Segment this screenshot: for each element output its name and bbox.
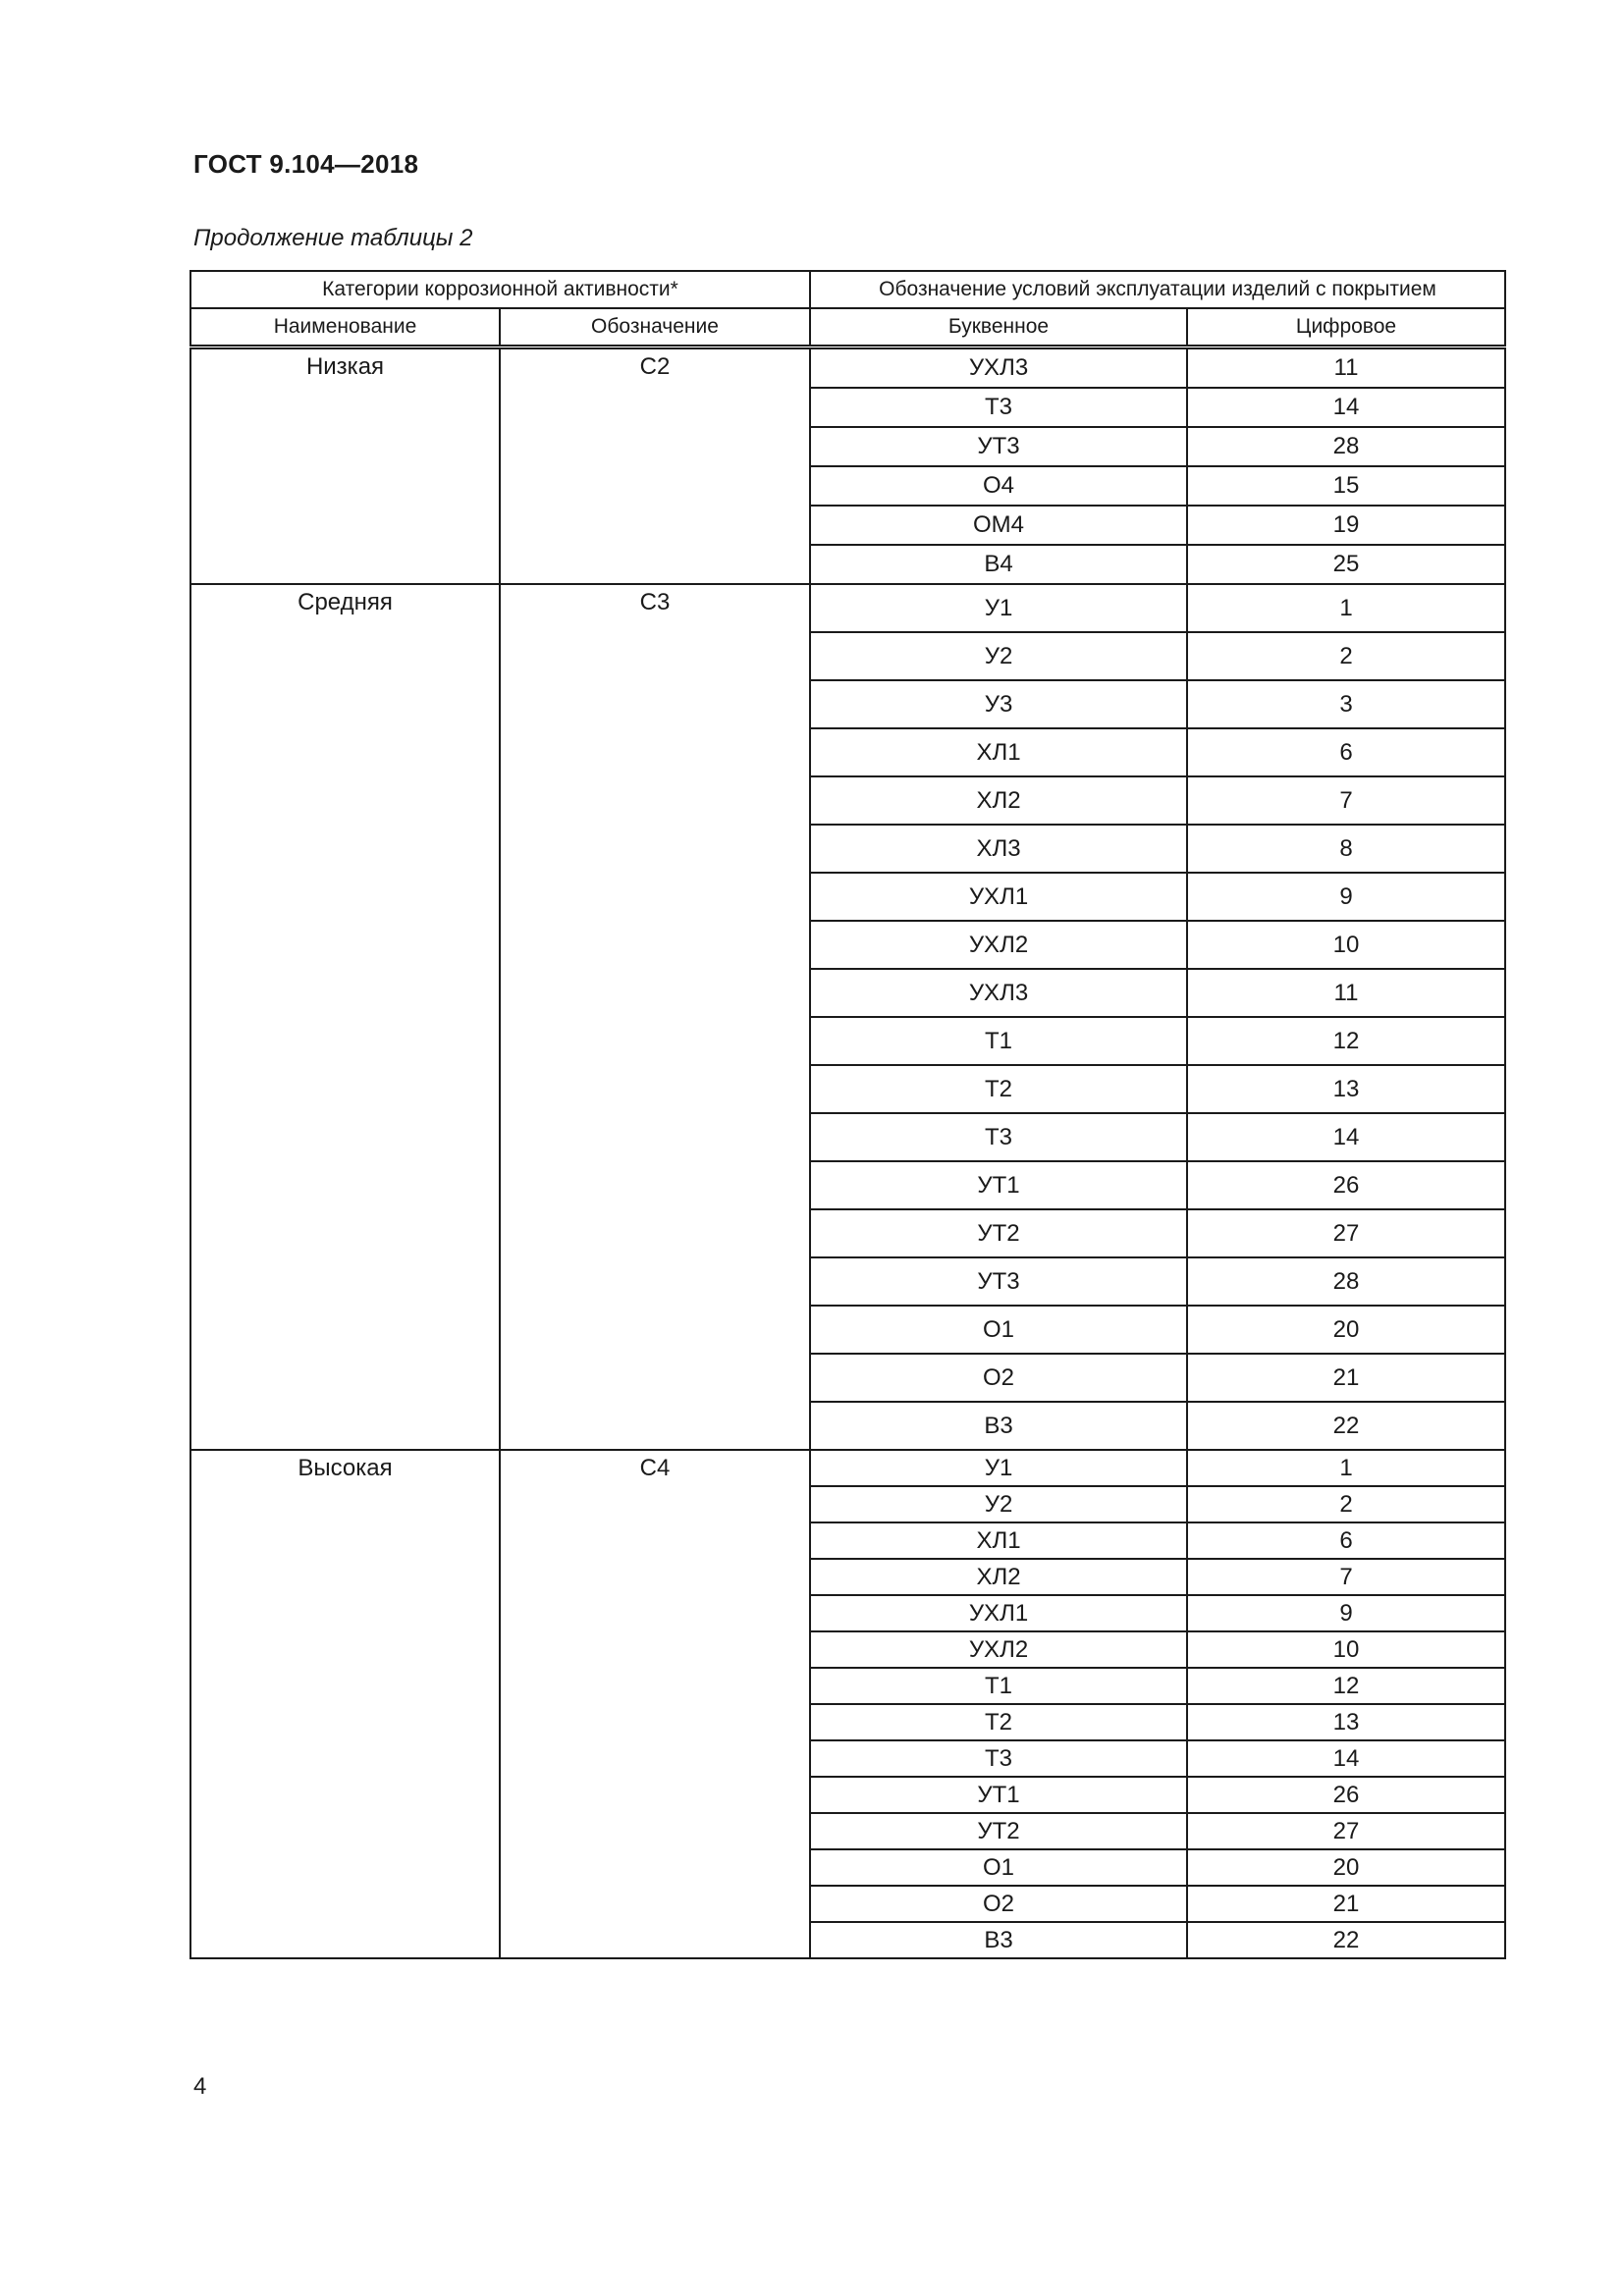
letter-designation-cell: ХЛ3 xyxy=(810,825,1187,873)
letter-designation-cell: У2 xyxy=(810,1486,1187,1522)
letter-designation-cell: О1 xyxy=(810,1306,1187,1354)
header-categories: Категории коррозионной активности* xyxy=(190,271,810,308)
digit-designation-cell: 9 xyxy=(1187,1595,1505,1631)
digit-designation-cell: 13 xyxy=(1187,1704,1505,1740)
table-row xyxy=(190,347,1505,389)
letter-designation-cell: Т3 xyxy=(810,388,1187,427)
letter-designation-cell: ХЛ1 xyxy=(810,728,1187,776)
letter-designation-cell: О2 xyxy=(810,1354,1187,1402)
digit-designation-cell: 7 xyxy=(1187,776,1505,825)
digit-designation-cell: 11 xyxy=(1187,969,1505,1017)
digit-designation-cell: 25 xyxy=(1187,545,1505,584)
digit-designation-cell: 14 xyxy=(1187,1740,1505,1777)
header-letter: Буквенное xyxy=(810,308,1187,347)
digit-designation-cell: 3 xyxy=(1187,680,1505,728)
letter-designation-cell: В3 xyxy=(810,1402,1187,1450)
table-row xyxy=(190,1450,1505,1486)
category-name-cell: Средняя xyxy=(190,584,500,1450)
letter-designation-cell: ХЛ2 xyxy=(810,776,1187,825)
letter-designation-cell: О4 xyxy=(810,466,1187,506)
category-name-cell: Низкая xyxy=(190,347,500,585)
letter-designation-cell: УХЛ3 xyxy=(810,347,1187,389)
digit-designation-cell: 22 xyxy=(1187,1402,1505,1450)
header-name: Наименование xyxy=(190,308,500,347)
digit-designation-cell: 26 xyxy=(1187,1777,1505,1813)
letter-designation-cell: УТ3 xyxy=(810,427,1187,466)
digit-designation-cell: 7 xyxy=(1187,1559,1505,1595)
digit-designation-cell: 1 xyxy=(1187,584,1505,632)
digit-designation-cell: 19 xyxy=(1187,506,1505,545)
digit-designation-cell: 28 xyxy=(1187,1257,1505,1306)
table-sub-header-row xyxy=(190,308,1505,347)
category-name-cell: Высокая xyxy=(190,1450,500,1958)
letter-designation-cell: В3 xyxy=(810,1922,1187,1958)
letter-designation-cell: УТ1 xyxy=(810,1777,1187,1813)
header-conditions: Обозначение условий эксплуатации изделий с покрытием xyxy=(810,271,1505,308)
page-number: 4 xyxy=(193,2073,207,2100)
letter-designation-cell: ХЛ1 xyxy=(810,1522,1187,1559)
digit-designation-cell: 14 xyxy=(1187,388,1505,427)
letter-designation-cell: У1 xyxy=(810,1450,1187,1486)
letter-designation-cell: Т1 xyxy=(810,1017,1187,1065)
letter-designation-cell: У1 xyxy=(810,584,1187,632)
letter-designation-cell: Т3 xyxy=(810,1113,1187,1161)
digit-designation-cell: 20 xyxy=(1187,1306,1505,1354)
digit-designation-cell: 12 xyxy=(1187,1017,1505,1065)
letter-designation-cell: У3 xyxy=(810,680,1187,728)
letter-designation-cell: УХЛ2 xyxy=(810,1631,1187,1668)
digit-designation-cell: 6 xyxy=(1187,728,1505,776)
letter-designation-cell: О2 xyxy=(810,1886,1187,1922)
letter-designation-cell: УХЛ2 xyxy=(810,921,1187,969)
digit-designation-cell: 13 xyxy=(1187,1065,1505,1113)
header-digit: Цифровое xyxy=(1187,308,1505,347)
letter-designation-cell: ОМ4 xyxy=(810,506,1187,545)
letter-designation-cell: УТ1 xyxy=(810,1161,1187,1209)
table-group-header-row xyxy=(190,271,1505,308)
digit-designation-cell: 9 xyxy=(1187,873,1505,921)
letter-designation-cell: Т3 xyxy=(810,1740,1187,1777)
digit-designation-cell: 10 xyxy=(1187,921,1505,969)
category-code-cell: С3 xyxy=(500,584,810,1450)
letter-designation-cell: УХЛ3 xyxy=(810,969,1187,1017)
letter-designation-cell: УХЛ1 xyxy=(810,1595,1187,1631)
letter-designation-cell: У2 xyxy=(810,632,1187,680)
digit-designation-cell: 6 xyxy=(1187,1522,1505,1559)
letter-designation-cell: УХЛ1 xyxy=(810,873,1187,921)
letter-designation-cell: Т2 xyxy=(810,1065,1187,1113)
digit-designation-cell: 11 xyxy=(1187,347,1505,389)
corrosion-table xyxy=(189,270,1506,1959)
category-code-cell: С4 xyxy=(500,1450,810,1958)
header-code: Обозначение xyxy=(500,308,810,347)
letter-designation-cell: ХЛ2 xyxy=(810,1559,1187,1595)
digit-designation-cell: 27 xyxy=(1187,1209,1505,1257)
digit-designation-cell: 21 xyxy=(1187,1886,1505,1922)
digit-designation-cell: 2 xyxy=(1187,632,1505,680)
digit-designation-cell: 2 xyxy=(1187,1486,1505,1522)
digit-designation-cell: 22 xyxy=(1187,1922,1505,1958)
digit-designation-cell: 21 xyxy=(1187,1354,1505,1402)
digit-designation-cell: 10 xyxy=(1187,1631,1505,1668)
digit-designation-cell: 26 xyxy=(1187,1161,1505,1209)
table-row xyxy=(190,584,1505,632)
letter-designation-cell: Т1 xyxy=(810,1668,1187,1704)
letter-designation-cell: В4 xyxy=(810,545,1187,584)
letter-designation-cell: Т2 xyxy=(810,1704,1187,1740)
letter-designation-cell: О1 xyxy=(810,1849,1187,1886)
table-body xyxy=(190,347,1505,1959)
digit-designation-cell: 14 xyxy=(1187,1113,1505,1161)
document-code: ГОСТ 9.104—2018 xyxy=(193,149,419,179)
table-caption: Продолжение таблицы 2 xyxy=(193,225,473,251)
digit-designation-cell: 8 xyxy=(1187,825,1505,873)
letter-designation-cell: УТ2 xyxy=(810,1813,1187,1849)
digit-designation-cell: 12 xyxy=(1187,1668,1505,1704)
digit-designation-cell: 1 xyxy=(1187,1450,1505,1486)
letter-designation-cell: УТ2 xyxy=(810,1209,1187,1257)
digit-designation-cell: 27 xyxy=(1187,1813,1505,1849)
digit-designation-cell: 20 xyxy=(1187,1849,1505,1886)
category-code-cell: С2 xyxy=(500,347,810,585)
digit-designation-cell: 15 xyxy=(1187,466,1505,506)
digit-designation-cell: 28 xyxy=(1187,427,1505,466)
letter-designation-cell: УТ3 xyxy=(810,1257,1187,1306)
